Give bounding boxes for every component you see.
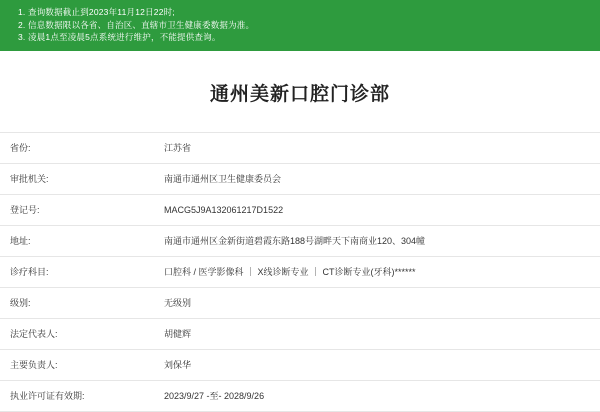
- row-value-principal: 刘保华: [164, 359, 192, 370]
- row-value-province: 江苏省: [164, 142, 192, 153]
- row-value-registration-number: MACG5J9A132061217D1522: [164, 204, 284, 215]
- row-label-address: 地址:: [10, 235, 31, 246]
- table-row: [0, 380, 600, 411]
- row-value-address: 南通市通州区金新街道碧霞东路188号湖畔天下南商业120、304幢: [164, 235, 426, 246]
- notice-item-1: 1. 查询数据截止到2023年11月12日22时;: [28, 6, 590, 19]
- table-row: [0, 287, 600, 318]
- row-value-approval-authority: 南通市通州区卫生健康委员会: [164, 173, 282, 184]
- table-row: [0, 132, 600, 163]
- row-label-license-validity: 执业许可证有效期:: [10, 390, 85, 401]
- row-label-registration-number: 登记号:: [10, 204, 40, 215]
- row-value-level: 无级别: [164, 297, 192, 308]
- table-row: [0, 163, 600, 194]
- row-value-services: 口腔科 / 医学影像科 ｜ X线诊断专业 ｜ CT诊断专业(牙科)******: [164, 266, 416, 277]
- table-row: [0, 349, 600, 380]
- page-title-wrap: [0, 51, 600, 132]
- institution-info-table: [0, 132, 600, 412]
- row-label-province: 省份:: [10, 142, 31, 153]
- notice-list: [10, 6, 590, 44]
- row-value-legal-representative: 胡健辉: [164, 328, 192, 339]
- table-row: [0, 194, 600, 225]
- row-value-license-validity: 2023/9/27 -至- 2028/9/26: [164, 390, 265, 401]
- row-label-principal: 主要负责人:: [10, 359, 58, 370]
- notice-item-2: 2. 信息数据限以各省、自治区、直辖市卫生健康委数据为准。: [28, 19, 590, 32]
- table-row: [0, 225, 600, 256]
- row-label-legal-representative: 法定代表人:: [10, 328, 58, 339]
- row-label-services: 诊疗科目:: [10, 266, 49, 277]
- notice-item-3: 3. 凌晨1点至凌晨5点系统进行维护，不能提供查询。: [28, 31, 590, 44]
- row-label-level: 级别:: [10, 297, 31, 308]
- row-label-approval-authority: 审批机关:: [10, 173, 49, 184]
- notice-banner: [0, 0, 600, 51]
- table-row: [0, 318, 600, 349]
- table-row: [0, 256, 600, 287]
- page-title: 通州美新口腔门诊部: [209, 83, 390, 105]
